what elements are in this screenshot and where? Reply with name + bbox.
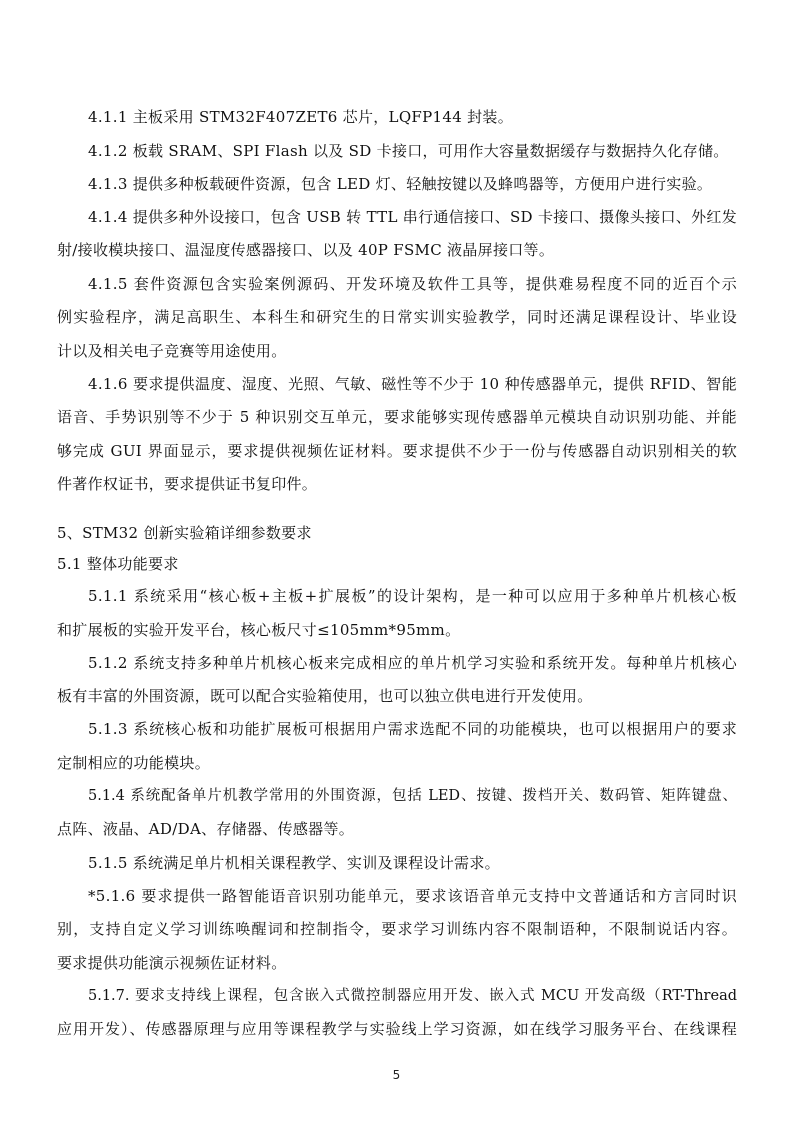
para-5-1-5: 5.1.5 系统满足单片机相关课程教学、实训及课程设计需求。 (88, 854, 500, 872)
para-5-1-7-line2: 应用开发）、传感器原理与应用等课程教学与实验线上学习资源，如在线学习服务平台、在线课程 (57, 1020, 737, 1038)
para-4-1-4-line2: 射/接收模块接口、温湿度传感器接口、以及 40P FSMC 液晶屏接口等。 (57, 241, 555, 259)
para-5-1-2-line2: 板有丰富的外围资源，既可以配合实验箱使用，也可以独立供电进行开发使用。 (57, 687, 593, 705)
para-4-1-3: 4.1.3 提供多种板载硬件资源，包含 LED 灯、轻触按键以及蜂鸣器等，方便用户进行实验。 (88, 175, 713, 193)
page-number: 5 (392, 1068, 401, 1082)
para-4-1-5-line1: 4.1.5 套件资源包含实验案例源码、开发环境及软件工具等，提供难易程度不同的近百个示 (88, 275, 737, 293)
para-5-1-6-line1: *5.1.6 要求提供一路智能语音识别功能单元，要求该语音单元支持中文普通话和方言同时识 (88, 887, 737, 905)
para-4-1-6-line2: 语音、手势识别等不少于 5 种识别交互单元，要求能够实现传感器单元模块自动识别功能、并能 (57, 408, 737, 426)
para-5-1-4-line1: 5.1.4 系统配备单片机教学常用的外围资源，包括 LED、按键、拨档开关、数码管、矩阵键盘、 (88, 788, 737, 804)
para-5-1-6-line3: 要求提供功能演示视频佐证材料。 (57, 954, 287, 972)
para-4-1-1: 4.1.1 主板采用 STM32F407ZET6 芯片，LQFP144 封装。 (88, 108, 514, 126)
para-4-1-6-line3: 够完成 GUI 界面显示，要求提供视频佐证材料。要求提供不少于一份与传感器自动识别相关的软 (57, 442, 737, 460)
para-4-1-2: 4.1.2 板载 SRAM、SPI Flash 以及 SD 卡接口，可用作大容量数据缓存与数据持久化存储。 (88, 142, 729, 160)
para-4-1-6-line1: 4.1.6 要求提供温度、湿度、光照、气敏、磁性等不少于 10 种传感器单元，提供 RFID、智能 (88, 375, 737, 393)
para-5-1-7-line1: 5.1.7. 要求支持线上课程，包含嵌入式微控制器应用开发、嵌入式 MCU 开发高级（RT-Thread (88, 988, 737, 1004)
heading-5-1: 5.1 整体功能要求 (57, 555, 179, 573)
heading-5: 5、STM32 创新实验箱详细参数要求 (57, 524, 312, 542)
para-4-1-6-line4: 件著作权证书，要求提供证书复印件。 (57, 475, 318, 493)
para-5-1-1-line2: 和扩展板的实验开发平台，核心板尺寸≤105mm*95mm。 (57, 621, 461, 639)
para-5-1-1-line1: 5.1.1 系统采用“核心板+主板+扩展板”的设计架构，是一种可以应用于多种单片机核心板 (88, 587, 737, 605)
para-5-1-6-line2: 别，支持自定义学习训练唤醒词和控制指令，要求学习训练内容不限制语种，不限制说话内容。 (57, 920, 737, 938)
para-4-1-5-line2: 例实验程序，满足高职生、本科生和研究生的日常实训实验教学，同时还满足课程设计、毕业设 (57, 308, 737, 326)
para-4-1-5-line3: 计以及相关电子竞赛等用途使用。 (57, 342, 287, 360)
para-5-1-4-line2: 点阵、液晶、AD/DA、存储器、传感器等。 (57, 820, 355, 838)
para-4-1-4-line1: 4.1.4 提供多种外设接口，包含 USB 转 TTL 串行通信接口、SD 卡接口、摄像头接口、外红发 (88, 208, 737, 226)
para-5-1-3-line2: 定制相应的功能模块。 (57, 754, 211, 772)
para-5-1-2-line1: 5.1.2 系统支持多种单片机核心板来完成相应的单片机学习实验和系统开发。每种单片机核心 (88, 654, 737, 672)
para-5-1-3-line1: 5.1.3 系统核心板和功能扩展板可根据用户需求选配不同的功能模块，也可以根据用户的要求 (88, 720, 737, 738)
